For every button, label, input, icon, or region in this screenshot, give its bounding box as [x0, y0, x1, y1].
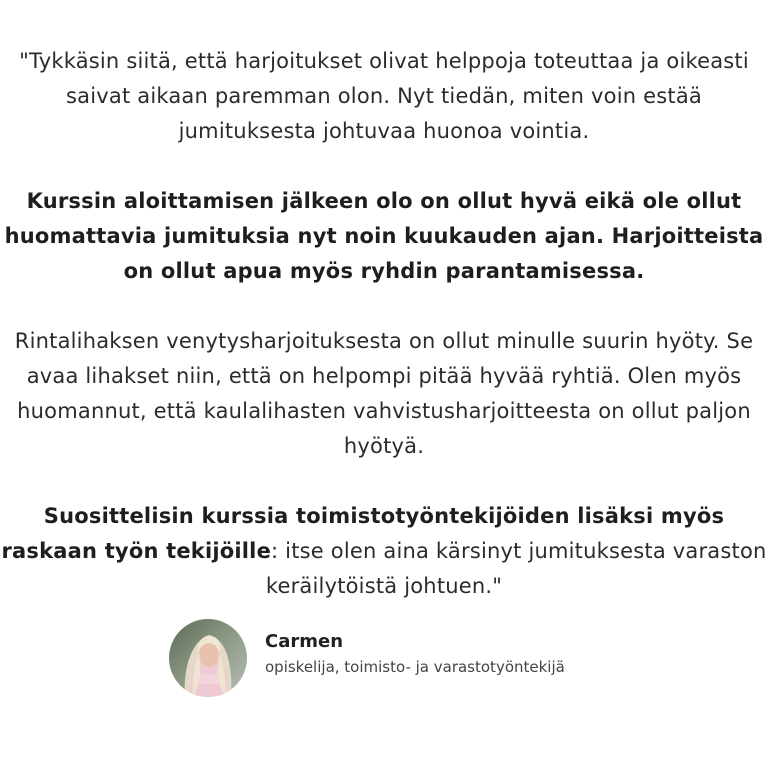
quote-paragraph-3: Rintalihaksen venytysharjoituksesta on ollut minulle suurin hyöty. Se avaa lihakset niin, että on helpompi pitää hyvää ryhtiä. Olen myös huomannut, että kaulalihasten vahvistusharjoitteesta on ollut paljon hyötyä. [14, 329, 754, 458]
author-info [265, 630, 565, 678]
quote-paragraph-4-rest: : itse olen aina kärsinyt jumituksesta varaston keräilytöistä johtuen." [265, 539, 767, 598]
author-name: Carmen [265, 631, 344, 652]
author-role: opiskelija, toimisto- ja varastotyöntekijä [265, 658, 565, 676]
testimonial-quote [0, 44, 768, 604]
quote-paragraph-4 [0, 499, 768, 604]
quote-paragraph-2-bold: Kurssin aloittamisen jälkeen olo on ollut hyvä eikä ole ollut huomattavia jumituksia nyt noin kuukauden ajan. Harjoitteista on ollut apua myös ryhdin parantamisessa. [4, 189, 764, 283]
avatar [169, 619, 247, 697]
person-photo-icon [169, 619, 247, 697]
quote-paragraph-4-bold: Suosittelisin kurssia toimistotyöntekijöiden lisäksi myös raskaan työn tekijöille [1, 504, 725, 563]
author-block [169, 619, 565, 697]
quote-paragraph-1: "Tykkäsin siitä, että harjoitukset olivat helppoja toteuttaa ja oikeasti saivat aikaan paremman olon. Nyt tiedän, miten voin estää jumituksesta johtuvaa huonoa vointia. [19, 49, 749, 143]
